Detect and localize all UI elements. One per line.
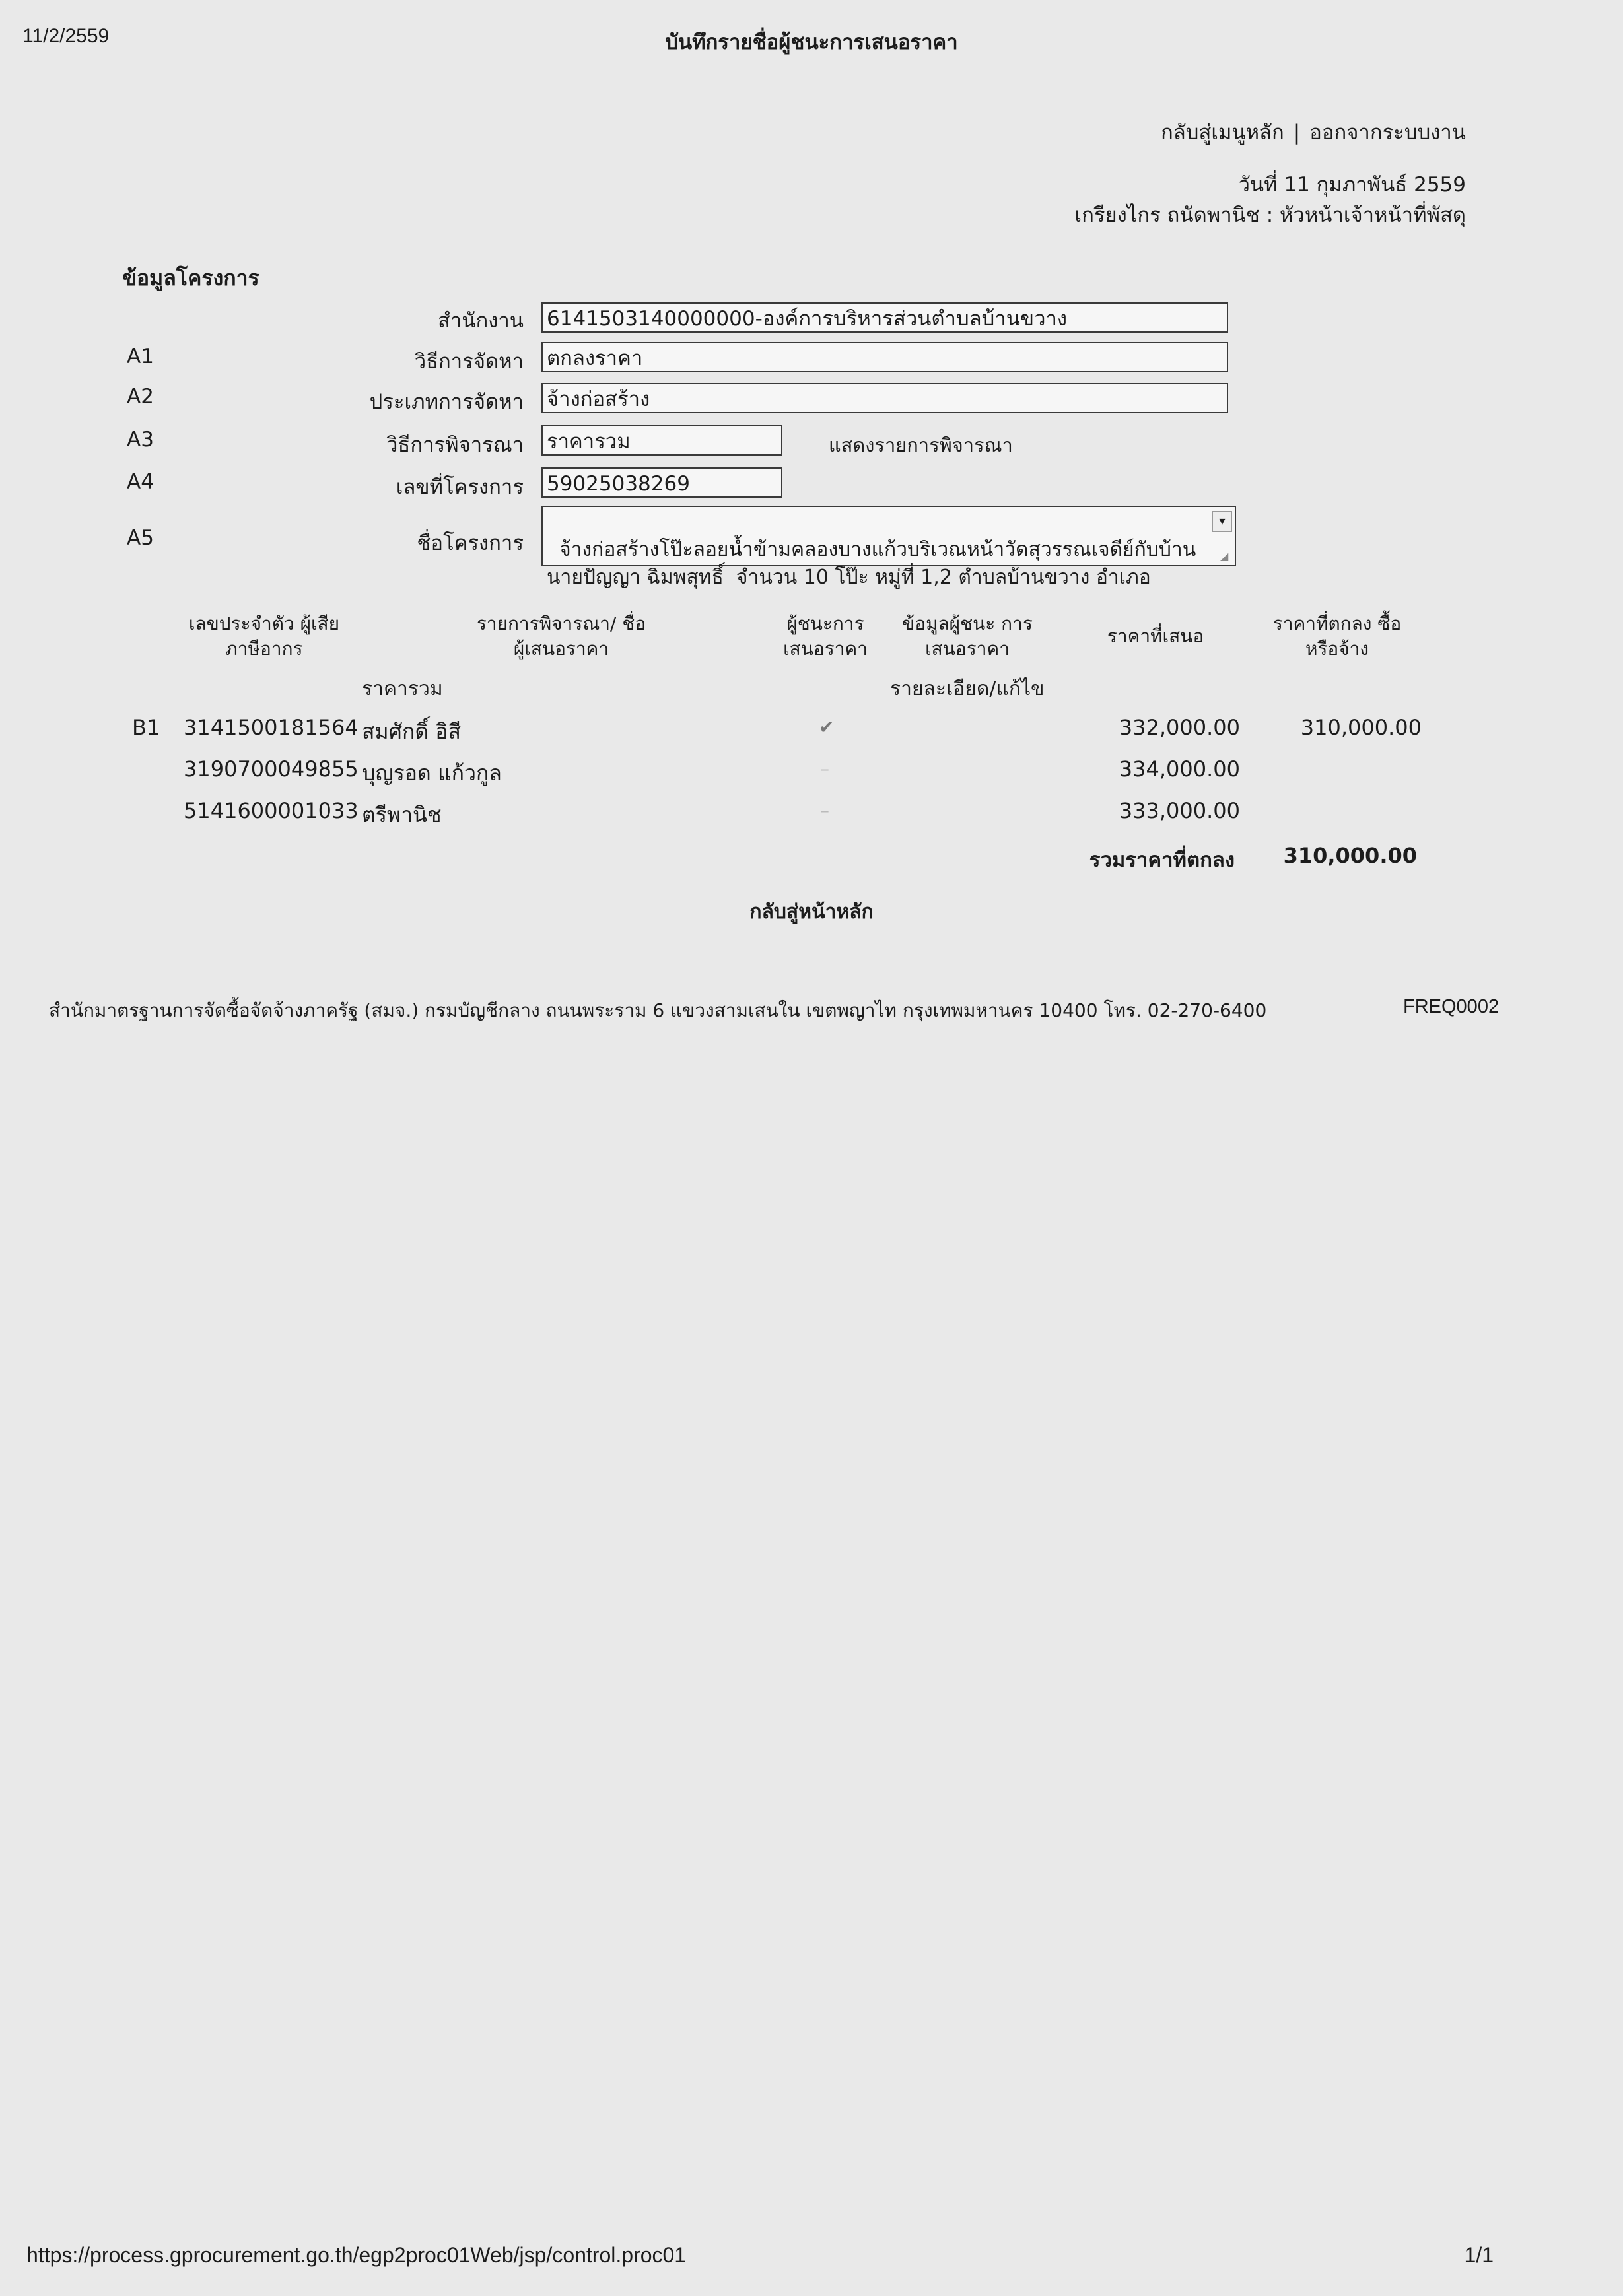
show-criteria-link[interactable]: แสดงรายการพิจารณา: [829, 434, 1013, 456]
detail-edit-link[interactable]: รายละเอียด/แก้ไข: [890, 677, 1045, 700]
agency-field[interactable]: 6141503140000000-องค์การบริหารส่วนตำบลบ้านขวาง: [541, 302, 1228, 333]
header-bidder: รายการพิจารณา/ ชื่อผู้เสนอราคา: [476, 613, 646, 659]
header-agreed-price: ราคาที่ตกลง ซื้อหรือจ้าง: [1272, 613, 1402, 659]
project-number-label: เลขที่โครงการ: [396, 475, 524, 499]
dash-icon: –: [820, 758, 829, 780]
taxid-cell: 3190700049855: [184, 757, 359, 782]
link-separator: |: [1293, 121, 1301, 145]
agency-label: สำนักงาน: [437, 309, 524, 333]
section-title: ข้อมูลโครงการ: [122, 265, 259, 290]
taxid-cell: 3141500181564: [184, 715, 359, 740]
taxid-cell: 5141600001033: [184, 798, 359, 823]
header-winner-info: ข้อมูลผู้ชนะ การเสนอราคา: [902, 613, 1033, 659]
criteria-field[interactable]: ราคารวม: [541, 425, 782, 456]
project-name-label: ชื่อโครงการ: [417, 531, 524, 555]
scroll-arrow-icon[interactable]: ▾: [1212, 511, 1232, 532]
procurement-type-field[interactable]: จ้างก่อสร้าง: [541, 383, 1228, 413]
form-code: FREQ0002: [1403, 996, 1500, 1017]
offered-price-cell: 332,000.00: [1119, 715, 1240, 740]
method-code: A1: [127, 345, 154, 368]
project-name-code: A5: [127, 526, 154, 550]
bidder-name-cell: สมศักดิ์ อิสี: [362, 719, 462, 744]
print-date: 11/2/2559: [22, 25, 110, 47]
row-code: B1: [132, 715, 160, 740]
header-winner: ผู้ชนะการ เสนอราคา: [783, 613, 868, 659]
bidder-name-cell: บุญรอด แก้วกูล: [362, 760, 502, 786]
top-links: [1161, 116, 1466, 149]
type-code: A2: [127, 385, 154, 409]
header-taxid: เลขประจำตัว ผู้เสียภาษีอากร: [188, 613, 340, 659]
current-date: วันที่ 11 กุมภาพันธ์ 2559: [1238, 173, 1466, 197]
print-url: https://process.gprocurement.go.th/egp2proc01Web/jsp/control.proc01: [26, 2243, 687, 2267]
checkmark-icon: ✔: [819, 716, 835, 738]
project-name-textarea[interactable]: [541, 506, 1236, 589]
offered-price-cell: 334,000.00: [1119, 757, 1240, 782]
back-to-menu-link[interactable]: กลับสู่เมนูหลัก: [1161, 121, 1284, 145]
method-label: วิธีการจัดหา: [414, 350, 524, 374]
procurement-method-field[interactable]: ตกลงราคา: [541, 342, 1228, 372]
footer-address: สำนักมาตรฐานการจัดซื้อจัดจ้างภาครัฐ (สมจ.) กรมบัญชีกลาง ถนนพระราม 6 แขวงสามเสนใน เขตพญาไท กรุงเทพมหานคร 10400 โทร. 02-270-6400: [49, 999, 1267, 1021]
group-label: ราคารวม: [362, 677, 443, 700]
agreed-price-cell: 310,000.00: [1300, 715, 1422, 740]
header-offered-price: ราคาที่เสนอ: [1107, 625, 1204, 647]
user-info: เกรียงไกร ถนัดพานิช : หัวหน้าเจ้าหน้าที่พัสดุ: [1074, 203, 1466, 227]
total-label: รวมราคาที่ตกลง: [1089, 848, 1235, 872]
page-title: บันทึกรายชื่อผู้ชนะการเสนอราคา: [665, 30, 958, 54]
logout-link[interactable]: ออกจากระบบงาน: [1309, 121, 1466, 145]
bidder-name-cell: ตรีพานิช: [362, 802, 442, 827]
type-label: ประเภทการจัดหา: [369, 390, 524, 414]
page-number: 1/1: [1464, 2243, 1494, 2267]
dash-icon: –: [820, 799, 829, 821]
offered-price-cell: 333,000.00: [1119, 798, 1240, 823]
criteria-label: วิธีการพิจารณา: [386, 433, 524, 457]
project-number-field[interactable]: 59025038269: [541, 467, 782, 498]
total-value: 310,000.00: [1283, 843, 1417, 868]
back-home-link[interactable]: กลับสู่หน้าหลัก: [749, 900, 874, 924]
resize-grip-icon[interactable]: ◢: [1220, 550, 1229, 562]
criteria-code: A3: [127, 428, 154, 452]
project-name-text: จ้างก่อสร้างโป๊ะลอยน้ำข้ามคลองบางแก้วบริเวณหน้าวัดสุวรรณเจดีย์กับบ้าน นายปัญญา ฉิมพสุทธิ์ จำนวน 10 โป๊ะ หมู่ที่ 1,2 ตำบลบ้านขวาง อำเภอ: [547, 538, 1196, 589]
project-number-code: A4: [127, 470, 154, 494]
